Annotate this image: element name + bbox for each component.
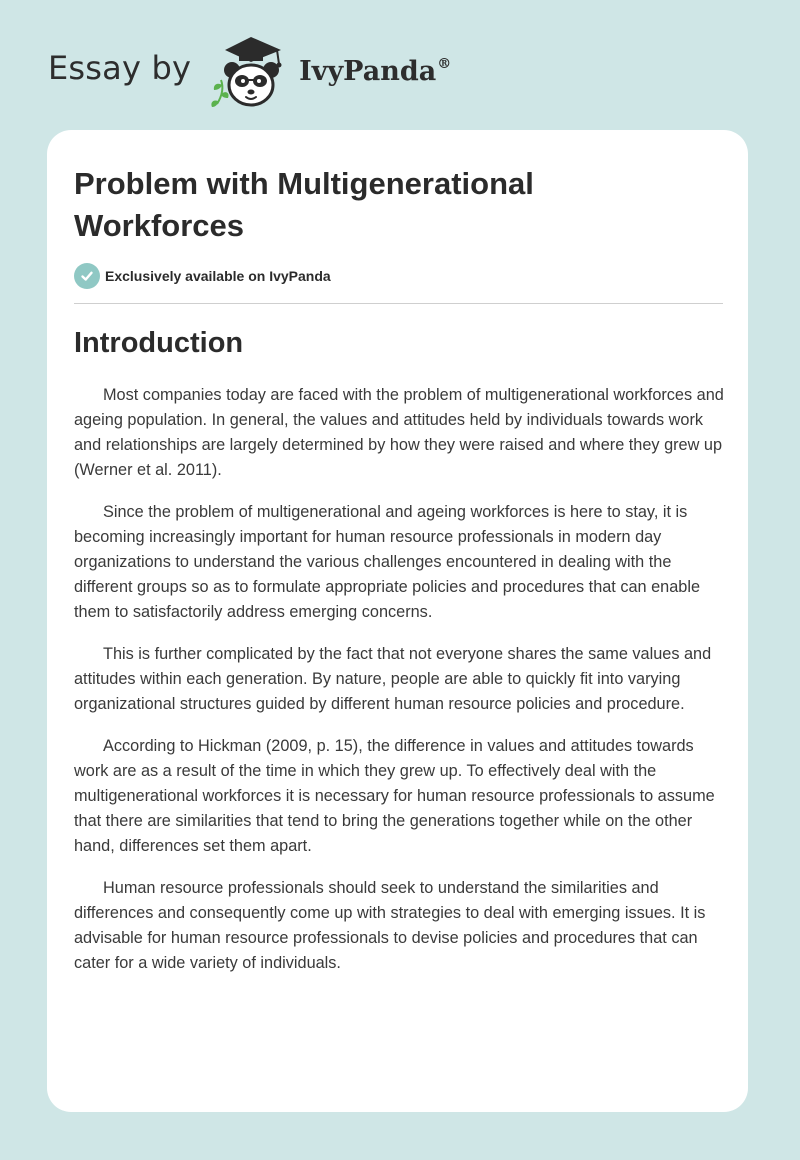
brand-name: IvyPanda®	[299, 55, 452, 87]
paragraph: Human resource professionals should seek to understand the similarities and differences and consequently come up with strategies to deal with emerging issues. It is advisable for human resource professionals to devise policies and procedures that can cater for a wide variety of individuals.	[74, 879, 706, 972]
essay-title: Problem with Multigenerational Workforces	[74, 166, 534, 243]
check-circle-icon	[74, 263, 100, 289]
paragraph: This is further complicated by the fact that not everyone shares the same values and attitudes within each generation. By nature, people are able to quickly fit into varying organizational structures guided by different human resource policies and procedure.	[74, 645, 712, 713]
badge-text: Exclusively available on IvyPanda	[105, 268, 331, 284]
brand-prefix: Essay by	[48, 49, 192, 87]
trademark-symbol: ®	[437, 55, 452, 72]
panda-graduate-icon	[205, 30, 297, 110]
exclusive-badge	[74, 263, 331, 289]
paragraph: Since the problem of multigenerational and ageing workforces is here to stay, it is becoming increasingly important for human resource professionals in modern day organizations to understand the various challenges encountered in dealing with the different groups so as to formulate appropriate policies and procedures that can enable them to satisfactorily address emerging concerns.	[74, 503, 701, 621]
essay-body	[74, 383, 726, 993]
brand-header[interactable]	[48, 30, 451, 110]
paragraph: Most companies today are faced with the problem of multigenerational workforces and ageing population. In general, the values and attitudes held by individuals towards work and relationships are largely determined by how they were raised and where they grew up (Werner et al. 2011).	[74, 386, 724, 479]
essay-card	[47, 130, 748, 1112]
divider	[74, 303, 723, 304]
section-heading: Introduction	[74, 327, 244, 359]
paragraph: According to Hickman (2009, p. 15), the difference in values and attitudes towards work are as a result of the time in which they grew up. To effectively deal with the multigenerational workforces it is necessary for human resource professionals to assume that there are similarities that tend to bring the generations together while on the other hand, differences set them apart.	[74, 737, 715, 855]
